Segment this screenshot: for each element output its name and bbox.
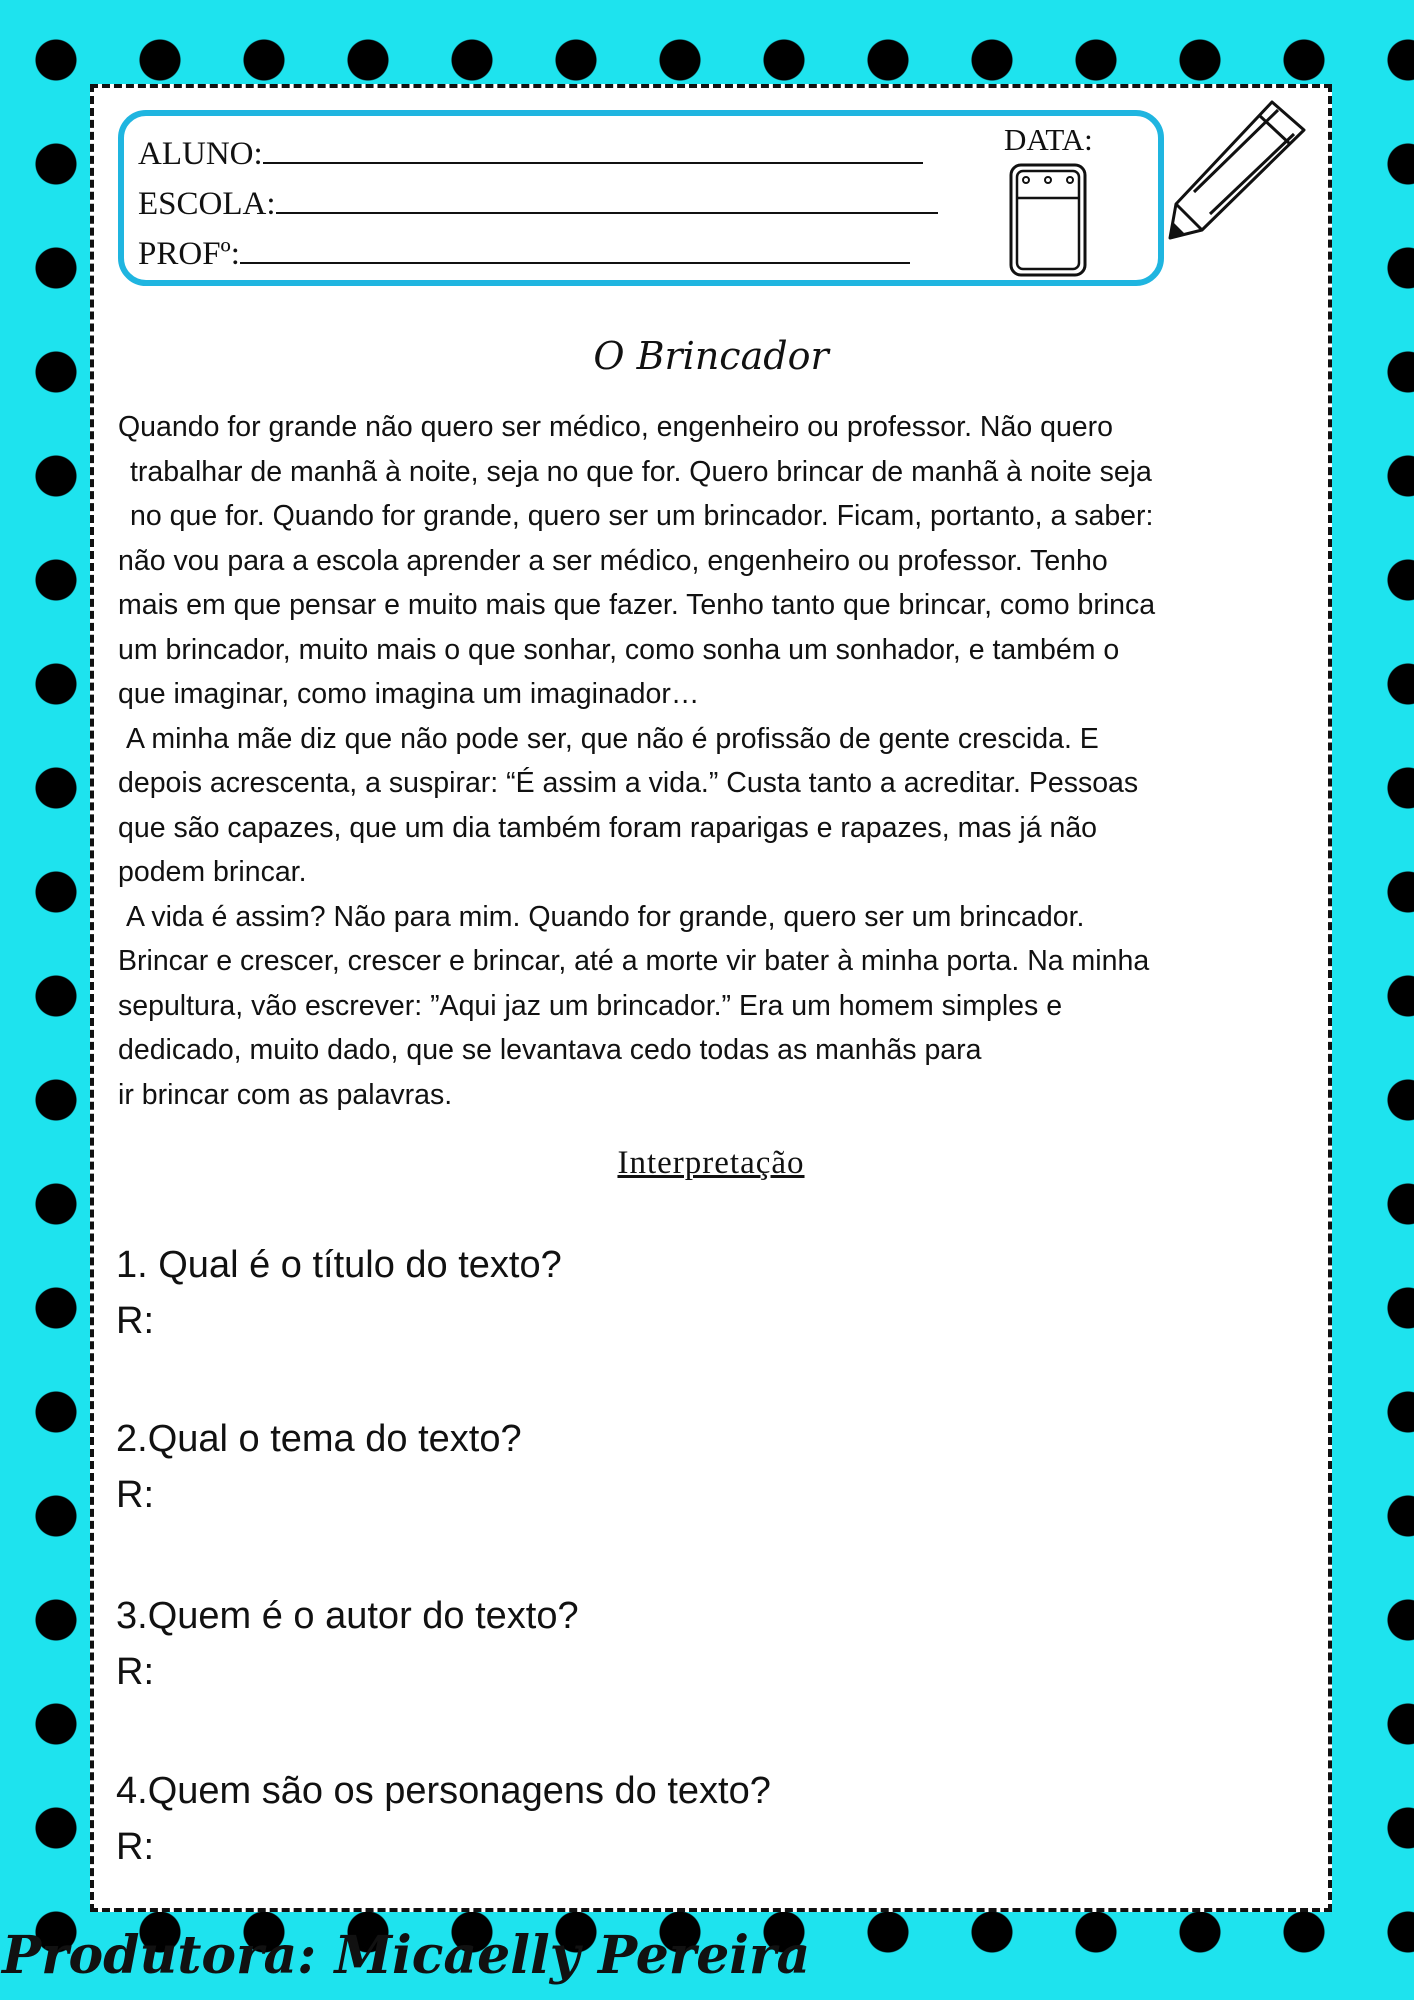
pencil-icon bbox=[1164, 92, 1314, 242]
escola-label: ESCOLA: bbox=[138, 186, 276, 222]
prof-field bbox=[138, 236, 910, 273]
story-line: mais em que pensar e muito mais que fazer. Tenho tanto que brincar, como brinca bbox=[118, 589, 1156, 621]
question-2: 2.Qual o tema do texto? bbox=[116, 1418, 522, 1460]
story-line: não vou para a escola aprender a ser médico, engenheiro ou professor. Tenho bbox=[118, 544, 1108, 577]
answer-2[interactable]: R: bbox=[116, 1474, 154, 1516]
story-line: Quando for grande não quero ser médico, engenheiro ou professor. Não quero bbox=[118, 411, 1113, 443]
prof-label: PROFº: bbox=[138, 236, 240, 272]
escola-line bbox=[276, 211, 938, 214]
story-line: depois acrescenta, a suspirar: “É assim a vida.” Custa tanto a acreditar. Pessoas bbox=[118, 767, 1139, 799]
answer-1[interactable]: R: bbox=[116, 1300, 154, 1342]
answer-3[interactable]: R: bbox=[116, 1651, 154, 1693]
story-line: A minha mãe diz que não pode ser, que não é profissão de gente crescida. E bbox=[126, 722, 1099, 755]
question-1: 1. Qual é o título do texto? bbox=[116, 1244, 562, 1286]
aluno-label: ALUNO: bbox=[138, 136, 263, 172]
calendar-icon bbox=[1008, 162, 1088, 278]
answer-4[interactable]: R: bbox=[116, 1826, 154, 1868]
story-line: podem brincar. bbox=[118, 856, 307, 888]
aluno-field bbox=[138, 136, 923, 173]
story-line: que são capazes, que um dia também foram raparigas e rapazes, mas já não bbox=[118, 811, 1098, 844]
story-line: Brincar e crescer, crescer e brincar, até a morte vir bater à minha porta. Na minha bbox=[118, 945, 1150, 977]
producer-credit: Produtora: Micaelly Pereira bbox=[2, 1925, 811, 1986]
prof-line bbox=[240, 261, 910, 264]
question-3: 3.Quem é o autor do texto? bbox=[116, 1595, 579, 1637]
data-label: DATA: bbox=[1004, 122, 1093, 157]
story-line: no que for. Quando for grande, quero ser um brincador. Ficam, portanto, a saber: bbox=[130, 500, 1154, 532]
story-line: sepultura, vão escrever: ”Aqui jaz um brincador.” Era um homem simples e bbox=[118, 989, 1063, 1022]
story-line: A vida é assim? Não para mim. Quando for grande, quero ser um brincador. bbox=[126, 900, 1085, 933]
story-text bbox=[118, 405, 1318, 1117]
text-title: O Brincador bbox=[593, 334, 829, 378]
student-info-box bbox=[118, 110, 1164, 286]
story-line: que imaginar, como imagina um imaginador… bbox=[118, 678, 700, 710]
aluno-line bbox=[263, 161, 923, 164]
worksheet-page bbox=[90, 84, 1332, 1912]
question-4: 4.Quem são os personagens do texto? bbox=[116, 1770, 771, 1812]
section-heading: Interpretação bbox=[617, 1145, 805, 1181]
story-line: dedicado, muito dado, que se levantava cedo todas as manhãs para bbox=[118, 1034, 982, 1066]
story-line: um brincador, muito mais o que sonhar, como sonha um sonhador, e também o bbox=[118, 633, 1120, 666]
story-line: ir brincar com as palavras. bbox=[118, 1078, 453, 1111]
story-line: trabalhar de manhã à noite, seja no que for. Quero brincar de manhã à noite seja bbox=[130, 455, 1152, 488]
escola-field bbox=[138, 186, 938, 223]
